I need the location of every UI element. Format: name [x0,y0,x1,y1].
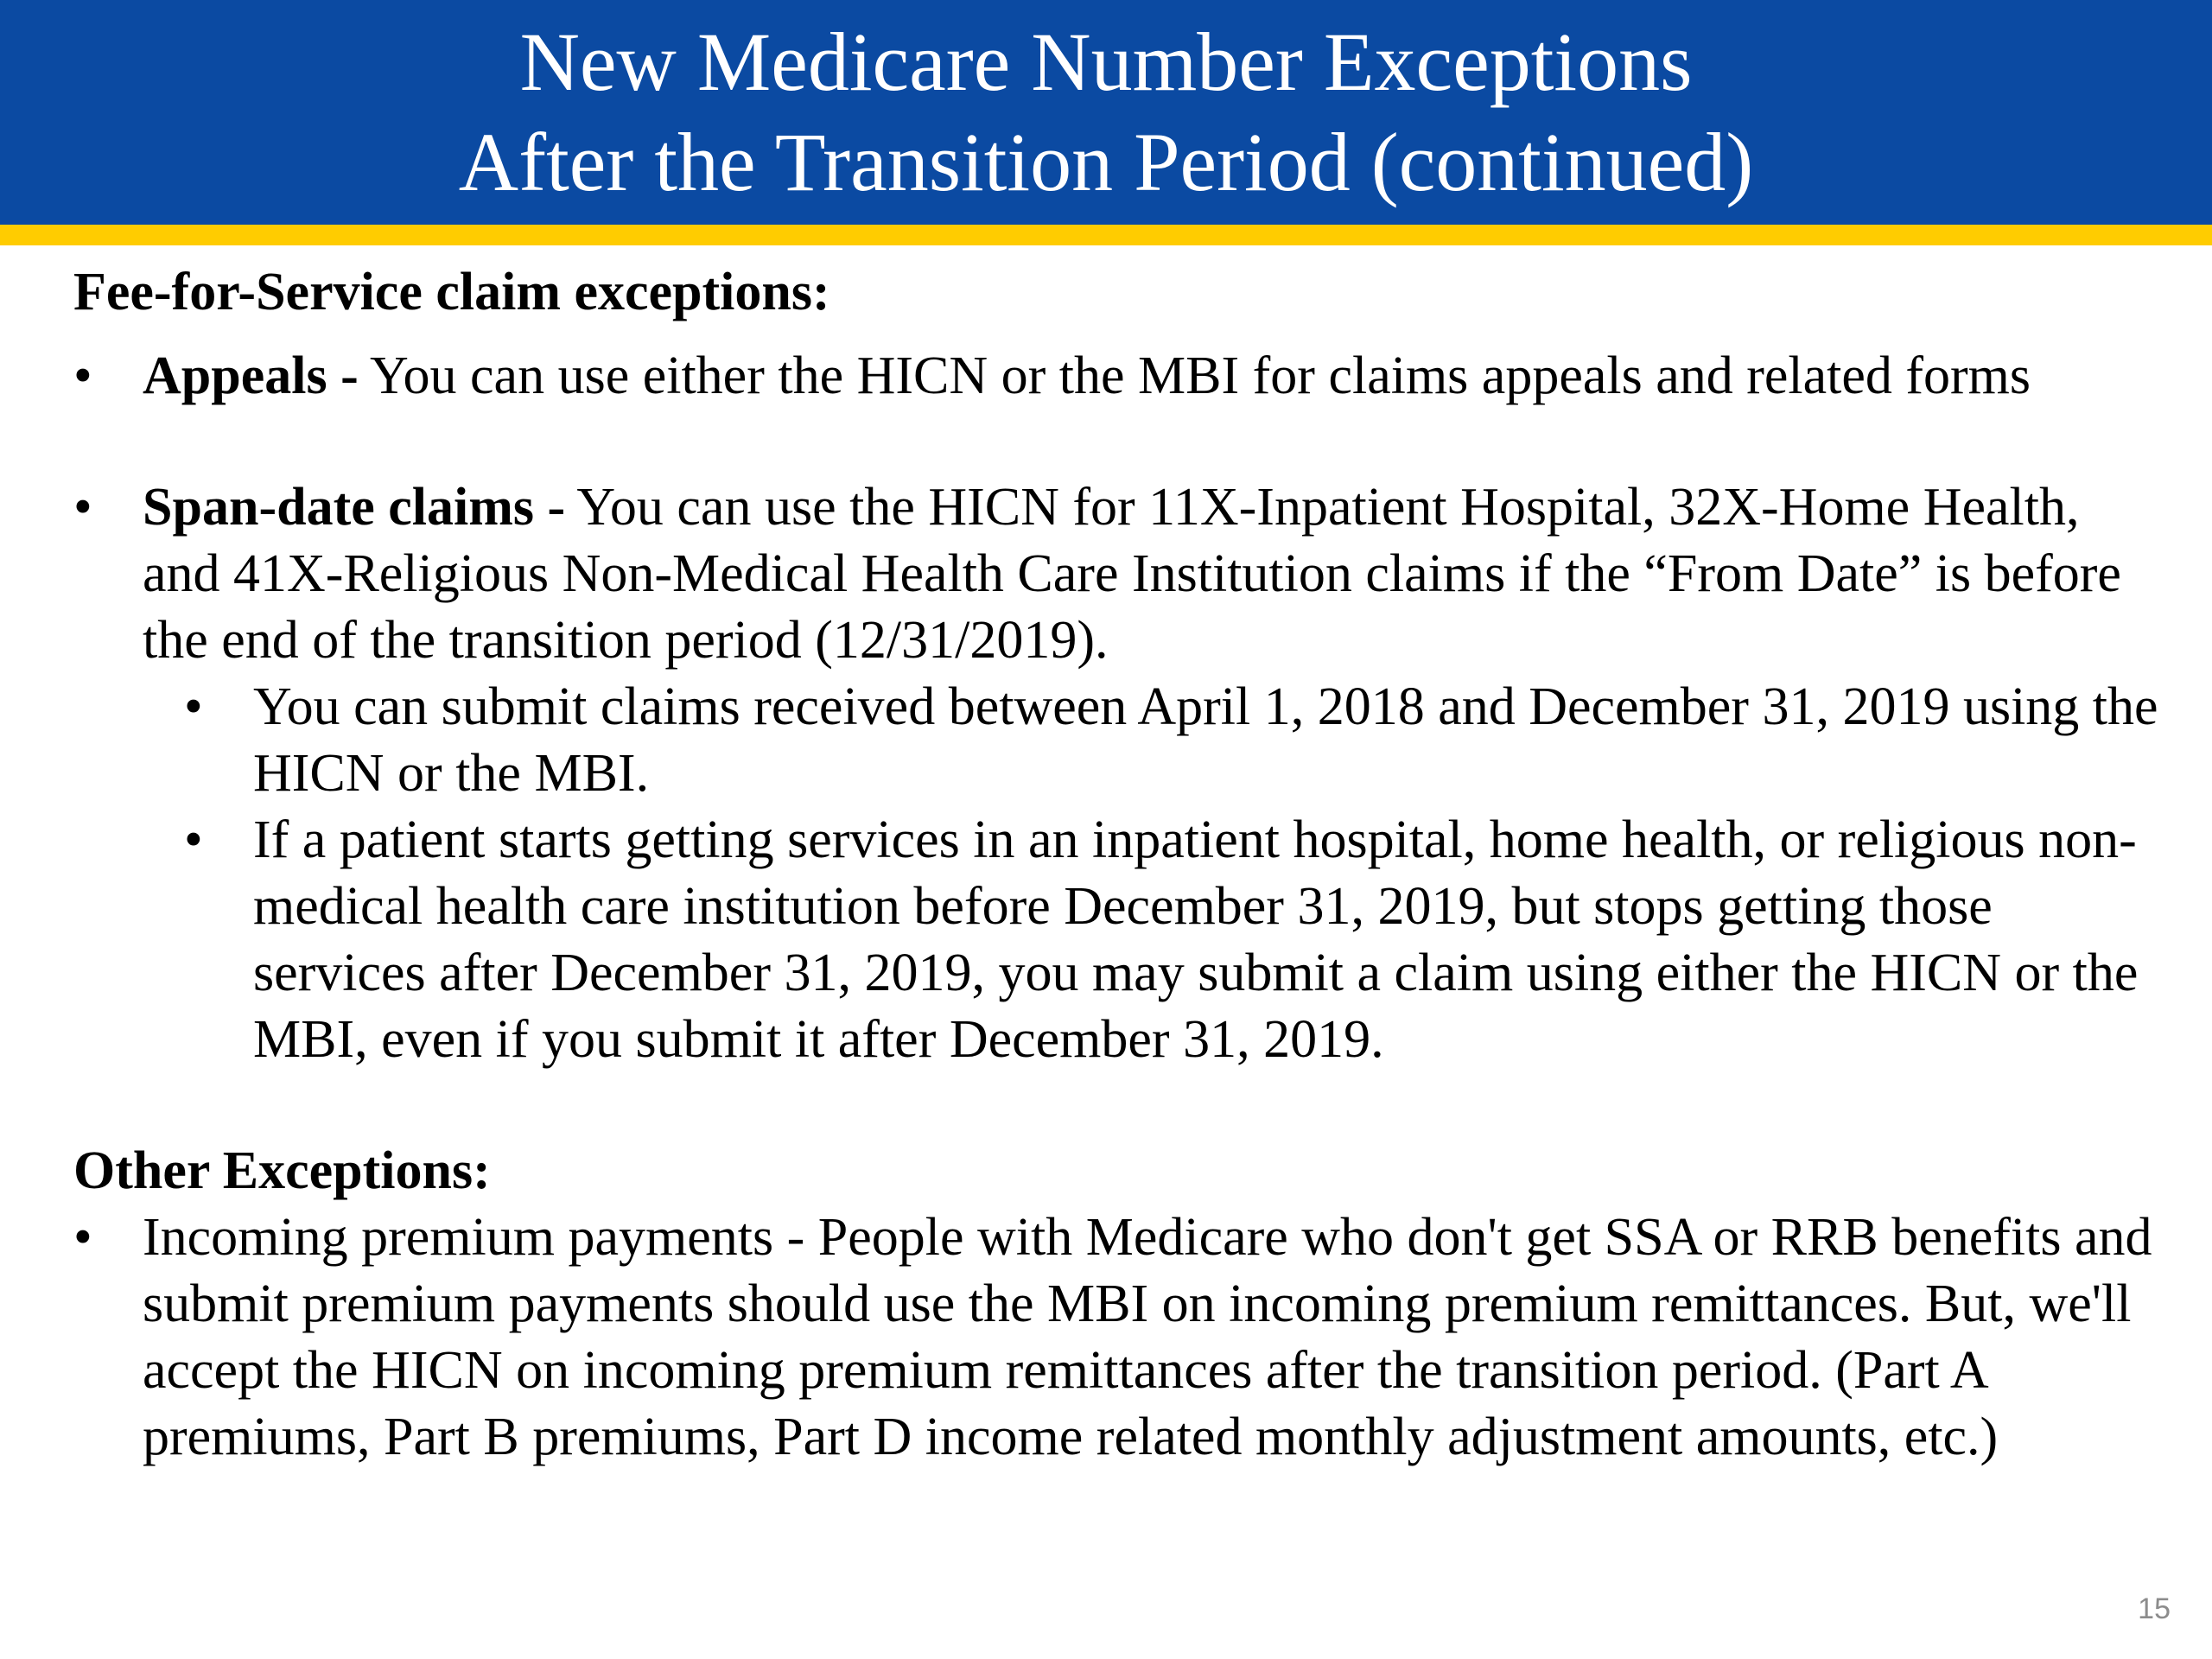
ffs-item-term: Span-date claims - [143,478,566,537]
ffs-item-text: You can use the HICN for 11X-Inpatient Hospital, 32X-Home Health, and 41X-Religious Non-Medical Health Care Institution claims if the “From Date” is before the end of the transition period (12/31/2019). [143,478,2121,670]
ffs-list [73,343,2164,1073]
slide-title-line-1: New Medicare Number Exceptions [519,16,1693,108]
slide-title [0,12,2212,213]
ffs-item-text: You can use either the HICN or the MBI for claims appeals and related forms [358,346,2031,405]
ffs-item-term: Appeals - [143,346,359,405]
slide-title-line-2: After the Transition Period (continued) [458,116,1754,208]
other-section-heading: Other Exceptions: [73,1141,491,1200]
ffs-item-appeals [73,343,2164,410]
other-list [73,1205,2164,1471]
sub-list-item: • If a patient starts getting services in an inpatient hospital, home health, or religious non-medical health care institution before December 31, 2019, but stops getting those services after December 31, 2019, you may submit a claim using either the HICN or the MBI, even if you submit it after December 31, 2019. [143,807,2164,1073]
ffs-section-heading: Fee-for-Service claim exceptions: [73,263,830,321]
ffs-item-span-date-claims [73,474,2164,1073]
slide-number: 15 [2138,1592,2171,1625]
accent-divider [0,225,2212,245]
other-item-premium-payments: • Incoming premium payments - People with Medicare who don't get SSA or RRB benefits and submit premium payments should use the MBI on incoming premium remittances. But, we'll accept the HICN on incoming premium remittances after the transition period. (Part A premiums, Part B premiums, Part D income related monthly adjustment amounts, etc.) [73,1205,2164,1471]
title-banner [0,0,2212,225]
span-date-sublist [143,674,2164,1073]
slide-body [73,259,2164,1471]
sub-list-item: • You can submit claims received between April 1, 2018 and December 31, 2019 using the HICN or the MBI. [143,674,2164,807]
